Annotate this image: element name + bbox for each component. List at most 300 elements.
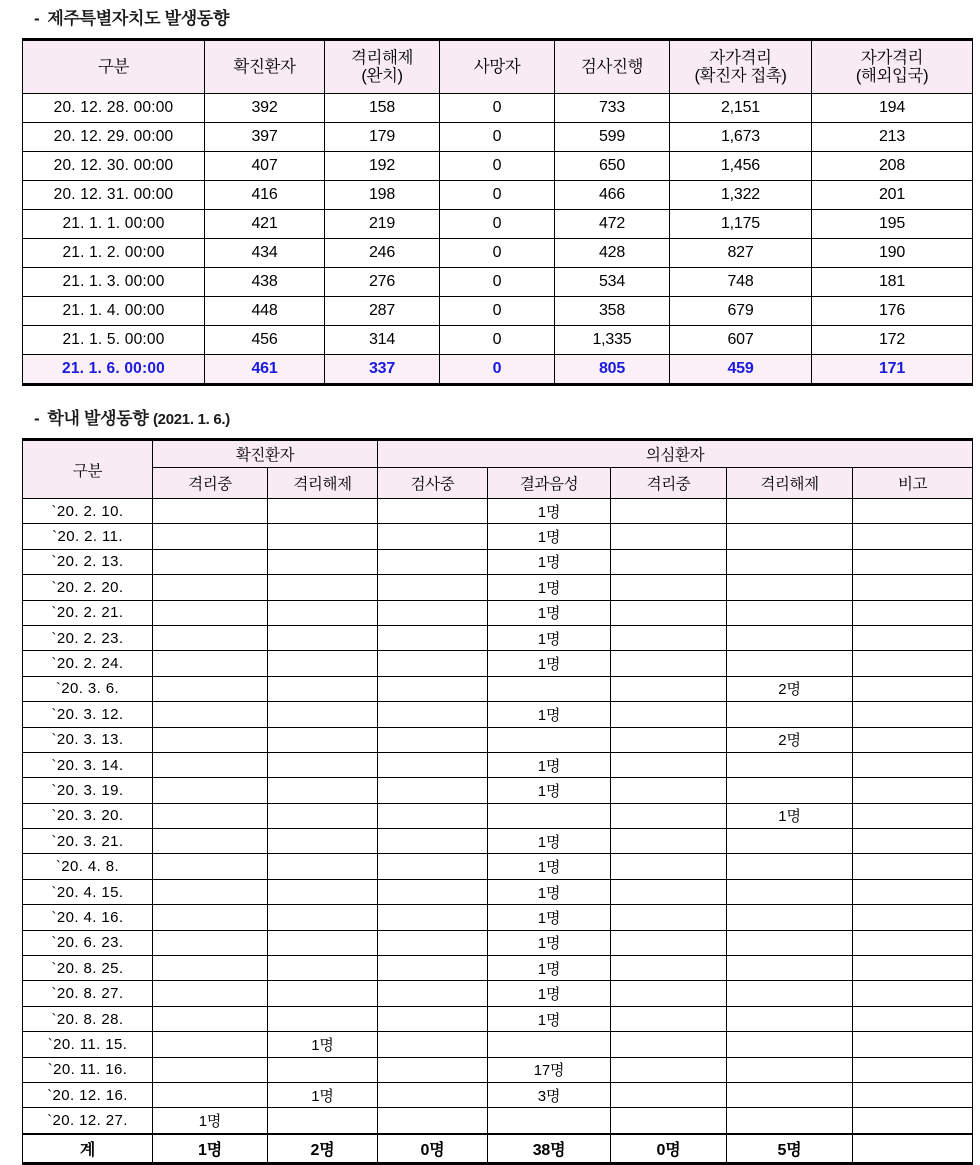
- cell-susp-isolating: [611, 981, 727, 1006]
- table-row: [23, 854, 973, 879]
- cell-conf-released: [268, 778, 378, 803]
- section1-title-text: 제주특별자치도 발생동향: [47, 9, 230, 28]
- campus-header-row-group: [23, 440, 973, 468]
- cell-confirmed: 397: [205, 123, 325, 152]
- cell-note: [853, 1108, 973, 1134]
- cell-quarantine-overseas: 213: [812, 123, 973, 152]
- cell-susp-testing: [378, 575, 488, 600]
- cell-date: `20. 2. 13.: [23, 549, 153, 574]
- cell-susp-testing: [378, 499, 488, 524]
- cell-note: [853, 702, 973, 727]
- cell-susp-isolating: [611, 829, 727, 854]
- cell-date: `20. 3. 21.: [23, 829, 153, 854]
- cell-susp-testing: [378, 752, 488, 777]
- cell-conf-released: [268, 651, 378, 676]
- cell-conf-released: [268, 676, 378, 701]
- table-row: [23, 930, 973, 955]
- cell-released: 158: [325, 94, 440, 123]
- cell-quarantine-overseas: 201: [812, 181, 973, 210]
- jeju-table-body: [23, 94, 973, 385]
- cell-released: 192: [325, 152, 440, 181]
- cell-released: 219: [325, 210, 440, 239]
- cell-susp-isolating: [611, 879, 727, 904]
- cell-susp-isolating: [611, 524, 727, 549]
- cell-quarantine-contact: 679: [670, 297, 812, 326]
- cell-susp-testing: [378, 676, 488, 701]
- cell-susp-negative: 1명: [488, 524, 611, 549]
- table-row: [23, 956, 973, 981]
- table-row: [23, 94, 973, 123]
- table-row: [23, 778, 973, 803]
- col-header-deaths: 사망자: [440, 40, 555, 94]
- col-header-gubun2: 구분: [23, 440, 153, 499]
- col-header-susp-isolating: 격리중: [611, 468, 727, 499]
- cell-conf-isolating: [153, 727, 268, 752]
- cell-conf-isolating: [153, 981, 268, 1006]
- cell-susp-negative: 1명: [488, 1006, 611, 1031]
- cell-date: `20. 3. 13.: [23, 727, 153, 752]
- cell-confirmed: 416: [205, 181, 325, 210]
- cell-susp-negative: 1명: [488, 575, 611, 600]
- cell-susp-testing: [378, 651, 488, 676]
- cell-note: [853, 829, 973, 854]
- cell-date: `20. 3. 19.: [23, 778, 153, 803]
- cell-released: 198: [325, 181, 440, 210]
- col-header-note: 비고: [853, 468, 973, 499]
- cell-conf-released: [268, 803, 378, 828]
- total-conf-released: 2명: [268, 1134, 378, 1164]
- campus-trend-table: [22, 438, 973, 1165]
- cell-conf-isolating: [153, 702, 268, 727]
- cell-testing: 733: [555, 94, 670, 123]
- cell-confirmed: 407: [205, 152, 325, 181]
- cell-conf-released: [268, 625, 378, 650]
- table-row: [23, 181, 973, 210]
- cell-susp-isolating: [611, 499, 727, 524]
- cell-note: [853, 905, 973, 930]
- table-row: [23, 210, 973, 239]
- cell-confirmed: 434: [205, 239, 325, 268]
- table-row: [23, 152, 973, 181]
- cell-susp-testing: [378, 1108, 488, 1134]
- col-header-susp-testing: 검사중: [378, 468, 488, 499]
- cell-date: `20. 3. 14.: [23, 752, 153, 777]
- cell-susp-testing: [378, 930, 488, 955]
- cell-note: [853, 1032, 973, 1057]
- cell-quarantine-overseas: 171: [812, 355, 973, 385]
- cell-released: 287: [325, 297, 440, 326]
- title-dash-1: -: [34, 9, 40, 28]
- cell-susp-released: [727, 499, 853, 524]
- cell-date: 20. 12. 31. 00:00: [23, 181, 205, 210]
- cell-note: [853, 752, 973, 777]
- table-row: [23, 829, 973, 854]
- cell-susp-isolating: [611, 1006, 727, 1031]
- cell-note: [853, 499, 973, 524]
- cell-note: [853, 676, 973, 701]
- jeju-table-head: [23, 40, 973, 94]
- cell-testing: 599: [555, 123, 670, 152]
- table-row: [23, 549, 973, 574]
- cell-susp-negative: [488, 676, 611, 701]
- cell-conf-released: [268, 549, 378, 574]
- col-header-susp-released: 격리해제: [727, 468, 853, 499]
- cell-conf-released: [268, 879, 378, 904]
- cell-note: [853, 625, 973, 650]
- cell-confirmed: 421: [205, 210, 325, 239]
- cell-conf-isolating: [153, 549, 268, 574]
- cell-susp-negative: 1명: [488, 854, 611, 879]
- table-row: [23, 1108, 973, 1134]
- cell-susp-testing: [378, 956, 488, 981]
- cell-date: `20. 8. 25.: [23, 956, 153, 981]
- total-susp-negative: 38명: [488, 1134, 611, 1164]
- cell-susp-negative: 3명: [488, 1082, 611, 1107]
- cell-date: `20. 11. 16.: [23, 1057, 153, 1082]
- cell-conf-released: [268, 1006, 378, 1031]
- cell-note: [853, 981, 973, 1006]
- table-row: [23, 981, 973, 1006]
- campus-table-body: [23, 499, 973, 1164]
- table-row: [23, 355, 973, 385]
- col-group-confirmed: 확진환자: [153, 440, 378, 468]
- cell-susp-negative: 1명: [488, 752, 611, 777]
- cell-deaths: 0: [440, 94, 555, 123]
- cell-released: 246: [325, 239, 440, 268]
- cell-deaths: 0: [440, 181, 555, 210]
- table-row: [23, 1082, 973, 1107]
- table-row: [23, 803, 973, 828]
- cell-susp-isolating: [611, 1108, 727, 1134]
- cell-susp-isolating: [611, 727, 727, 752]
- total-susp-isolating: 0명: [611, 1134, 727, 1164]
- cell-deaths: 0: [440, 326, 555, 355]
- cell-deaths: 0: [440, 268, 555, 297]
- col-header-quarantine-contact: 자가격리 (확진자 접촉): [670, 40, 812, 94]
- cell-testing: 466: [555, 181, 670, 210]
- cell-susp-testing: [378, 981, 488, 1006]
- section1-title: [0, 0, 980, 38]
- cell-susp-released: [727, 829, 853, 854]
- total-conf-isolating: 1명: [153, 1134, 268, 1164]
- cell-conf-isolating: [153, 499, 268, 524]
- cell-conf-isolating: [153, 854, 268, 879]
- col-header-confirmed: 확진환자: [205, 40, 325, 94]
- cell-testing: 472: [555, 210, 670, 239]
- cell-date: `20. 3. 12.: [23, 702, 153, 727]
- cell-conf-isolating: [153, 829, 268, 854]
- total-susp-released: 5명: [727, 1134, 853, 1164]
- table-row: [23, 625, 973, 650]
- cell-testing: 428: [555, 239, 670, 268]
- cell-deaths: 0: [440, 355, 555, 385]
- table-row: [23, 600, 973, 625]
- cell-testing: 805: [555, 355, 670, 385]
- cell-susp-released: [727, 752, 853, 777]
- cell-date: `20. 12. 27.: [23, 1108, 153, 1134]
- cell-quarantine-overseas: 172: [812, 326, 973, 355]
- cell-note: [853, 956, 973, 981]
- cell-susp-isolating: [611, 625, 727, 650]
- cell-susp-isolating: [611, 1082, 727, 1107]
- cell-conf-released: 1명: [268, 1082, 378, 1107]
- cell-date: `20. 2. 11.: [23, 524, 153, 549]
- cell-confirmed: 456: [205, 326, 325, 355]
- cell-date: 20. 12. 28. 00:00: [23, 94, 205, 123]
- cell-susp-negative: 1명: [488, 930, 611, 955]
- section2-title-text: 학내 발생동향: [47, 409, 149, 428]
- cell-note: [853, 1057, 973, 1082]
- section1-table-wrap: [0, 38, 980, 386]
- cell-date: 21. 1. 3. 00:00: [23, 268, 205, 297]
- cell-conf-isolating: [153, 905, 268, 930]
- section2-title-date: (2021. 1. 6.): [152, 411, 230, 428]
- total-susp-testing: 0명: [378, 1134, 488, 1164]
- cell-susp-released: [727, 1032, 853, 1057]
- cell-note: [853, 1082, 973, 1107]
- cell-susp-testing: [378, 524, 488, 549]
- cell-note: [853, 727, 973, 752]
- cell-confirmed: 438: [205, 268, 325, 297]
- cell-susp-isolating: [611, 930, 727, 955]
- cell-susp-released: [727, 905, 853, 930]
- cell-date: 20. 12. 29. 00:00: [23, 123, 205, 152]
- cell-susp-released: [727, 1108, 853, 1134]
- cell-susp-testing: [378, 727, 488, 752]
- cell-conf-released: [268, 752, 378, 777]
- cell-susp-negative: 1명: [488, 981, 611, 1006]
- cell-susp-released: [727, 1006, 853, 1031]
- cell-susp-isolating: [611, 1032, 727, 1057]
- cell-susp-testing: [378, 549, 488, 574]
- cell-note: [853, 930, 973, 955]
- cell-conf-isolating: [153, 676, 268, 701]
- table-row: [23, 239, 973, 268]
- cell-susp-released: 2명: [727, 727, 853, 752]
- cell-susp-testing: [378, 1082, 488, 1107]
- cell-conf-released: [268, 1057, 378, 1082]
- cell-susp-negative: 1명: [488, 778, 611, 803]
- cell-susp-isolating: [611, 854, 727, 879]
- cell-quarantine-overseas: 190: [812, 239, 973, 268]
- cell-susp-negative: [488, 803, 611, 828]
- cell-conf-isolating: [153, 600, 268, 625]
- cell-note: [853, 575, 973, 600]
- cell-deaths: 0: [440, 297, 555, 326]
- cell-deaths: 0: [440, 123, 555, 152]
- total-label: 계: [23, 1134, 153, 1164]
- cell-conf-released: [268, 727, 378, 752]
- cell-conf-isolating: 1명: [153, 1108, 268, 1134]
- cell-conf-isolating: [153, 1082, 268, 1107]
- cell-susp-testing: [378, 829, 488, 854]
- cell-date: `20. 4. 16.: [23, 905, 153, 930]
- cell-conf-released: [268, 702, 378, 727]
- cell-testing: 1,335: [555, 326, 670, 355]
- cell-date: `20. 2. 24.: [23, 651, 153, 676]
- col-group-suspected: 의심환자: [378, 440, 973, 468]
- cell-susp-released: [727, 524, 853, 549]
- table-row: [23, 752, 973, 777]
- cell-testing: 534: [555, 268, 670, 297]
- cell-note: [853, 651, 973, 676]
- section2-table-wrap: [0, 438, 980, 1165]
- cell-released: 337: [325, 355, 440, 385]
- table-row: [23, 268, 973, 297]
- cell-quarantine-overseas: 195: [812, 210, 973, 239]
- cell-conf-released: [268, 956, 378, 981]
- table-row: [23, 1032, 973, 1057]
- cell-note: [853, 549, 973, 574]
- cell-susp-released: [727, 702, 853, 727]
- cell-note: [853, 600, 973, 625]
- cell-date: 21. 1. 2. 00:00: [23, 239, 205, 268]
- cell-susp-negative: 1명: [488, 702, 611, 727]
- cell-conf-isolating: [153, 524, 268, 549]
- cell-note: [853, 524, 973, 549]
- cell-released: 314: [325, 326, 440, 355]
- cell-susp-released: [727, 600, 853, 625]
- cell-susp-testing: [378, 879, 488, 904]
- cell-note: [853, 879, 973, 904]
- cell-conf-isolating: [153, 752, 268, 777]
- col-header-quarantine-overseas: 자가격리 (해외입국): [812, 40, 973, 94]
- cell-susp-testing: [378, 1057, 488, 1082]
- cell-date: `20. 11. 15.: [23, 1032, 153, 1057]
- jeju-header-row: [23, 40, 973, 94]
- cell-date: `20. 2. 10.: [23, 499, 153, 524]
- cell-conf-isolating: [153, 879, 268, 904]
- table-total-row: [23, 1134, 973, 1164]
- col-header-conf-released: 격리해제: [268, 468, 378, 499]
- table-row: [23, 123, 973, 152]
- table-row: [23, 727, 973, 752]
- campus-header-row-sub: [23, 468, 973, 499]
- campus-table-head: [23, 440, 973, 499]
- cell-susp-released: [727, 625, 853, 650]
- cell-susp-negative: [488, 727, 611, 752]
- cell-conf-released: [268, 981, 378, 1006]
- cell-susp-released: 2명: [727, 676, 853, 701]
- col-header-gubun: 구분: [23, 40, 205, 94]
- cell-quarantine-contact: 1,175: [670, 210, 812, 239]
- cell-date: 21. 1. 6. 00:00: [23, 355, 205, 385]
- cell-conf-isolating: [153, 575, 268, 600]
- cell-susp-isolating: [611, 803, 727, 828]
- cell-quarantine-contact: 1,456: [670, 152, 812, 181]
- cell-conf-released: [268, 524, 378, 549]
- cell-note: [853, 803, 973, 828]
- cell-conf-released: [268, 854, 378, 879]
- col-header-testing: 검사진행: [555, 40, 670, 94]
- cell-susp-released: [727, 651, 853, 676]
- table-row: [23, 879, 973, 904]
- cell-susp-isolating: [611, 600, 727, 625]
- cell-conf-isolating: [153, 1006, 268, 1031]
- table-row: [23, 905, 973, 930]
- cell-susp-released: [727, 1057, 853, 1082]
- cell-conf-released: [268, 930, 378, 955]
- cell-quarantine-overseas: 208: [812, 152, 973, 181]
- cell-quarantine-contact: 2,151: [670, 94, 812, 123]
- cell-date: `20. 4. 8.: [23, 854, 153, 879]
- cell-conf-isolating: [153, 930, 268, 955]
- cell-susp-negative: 1명: [488, 600, 611, 625]
- cell-susp-negative: 1명: [488, 549, 611, 574]
- cell-susp-released: [727, 981, 853, 1006]
- table-row: [23, 297, 973, 326]
- col-header-conf-isolating: 격리중: [153, 468, 268, 499]
- cell-susp-testing: [378, 854, 488, 879]
- cell-susp-negative: 1명: [488, 879, 611, 904]
- table-row: [23, 1057, 973, 1082]
- cell-quarantine-overseas: 181: [812, 268, 973, 297]
- cell-quarantine-contact: 748: [670, 268, 812, 297]
- cell-susp-negative: 1명: [488, 829, 611, 854]
- cell-date: `20. 3. 6.: [23, 676, 153, 701]
- cell-susp-negative: 1명: [488, 651, 611, 676]
- cell-date: `20. 8. 27.: [23, 981, 153, 1006]
- cell-deaths: 0: [440, 152, 555, 181]
- cell-quarantine-contact: 459: [670, 355, 812, 385]
- cell-susp-isolating: [611, 778, 727, 803]
- cell-susp-testing: [378, 905, 488, 930]
- cell-conf-isolating: [153, 1032, 268, 1057]
- cell-date: `20. 2. 20.: [23, 575, 153, 600]
- table-row: [23, 499, 973, 524]
- cell-susp-testing: [378, 1006, 488, 1031]
- cell-quarantine-contact: 827: [670, 239, 812, 268]
- cell-conf-released: [268, 1108, 378, 1134]
- cell-note: [853, 854, 973, 879]
- cell-conf-released: [268, 600, 378, 625]
- table-row: [23, 326, 973, 355]
- cell-date: `20. 2. 23.: [23, 625, 153, 650]
- cell-released: 276: [325, 268, 440, 297]
- cell-date: `20. 3. 20.: [23, 803, 153, 828]
- cell-date: `20. 4. 15.: [23, 879, 153, 904]
- cell-conf-isolating: [153, 1057, 268, 1082]
- cell-susp-testing: [378, 1032, 488, 1057]
- cell-confirmed: 448: [205, 297, 325, 326]
- col-header-susp-negative: 결과음성: [488, 468, 611, 499]
- cell-susp-isolating: [611, 549, 727, 574]
- table-row: [23, 702, 973, 727]
- cell-quarantine-contact: 1,322: [670, 181, 812, 210]
- cell-testing: 650: [555, 152, 670, 181]
- cell-confirmed: 461: [205, 355, 325, 385]
- cell-susp-released: [727, 854, 853, 879]
- cell-released: 179: [325, 123, 440, 152]
- cell-date: `20. 6. 23.: [23, 930, 153, 955]
- cell-susp-negative: [488, 1032, 611, 1057]
- cell-date: 21. 1. 4. 00:00: [23, 297, 205, 326]
- cell-quarantine-overseas: 176: [812, 297, 973, 326]
- cell-conf-isolating: [153, 651, 268, 676]
- cell-susp-testing: [378, 778, 488, 803]
- table-row: [23, 1006, 973, 1031]
- cell-conf-isolating: [153, 803, 268, 828]
- cell-susp-released: 1명: [727, 803, 853, 828]
- table-row: [23, 651, 973, 676]
- cell-conf-isolating: [153, 625, 268, 650]
- cell-conf-released: [268, 905, 378, 930]
- cell-susp-testing: [378, 702, 488, 727]
- cell-testing: 358: [555, 297, 670, 326]
- cell-susp-released: [727, 549, 853, 574]
- cell-quarantine-overseas: 194: [812, 94, 973, 123]
- cell-susp-released: [727, 1082, 853, 1107]
